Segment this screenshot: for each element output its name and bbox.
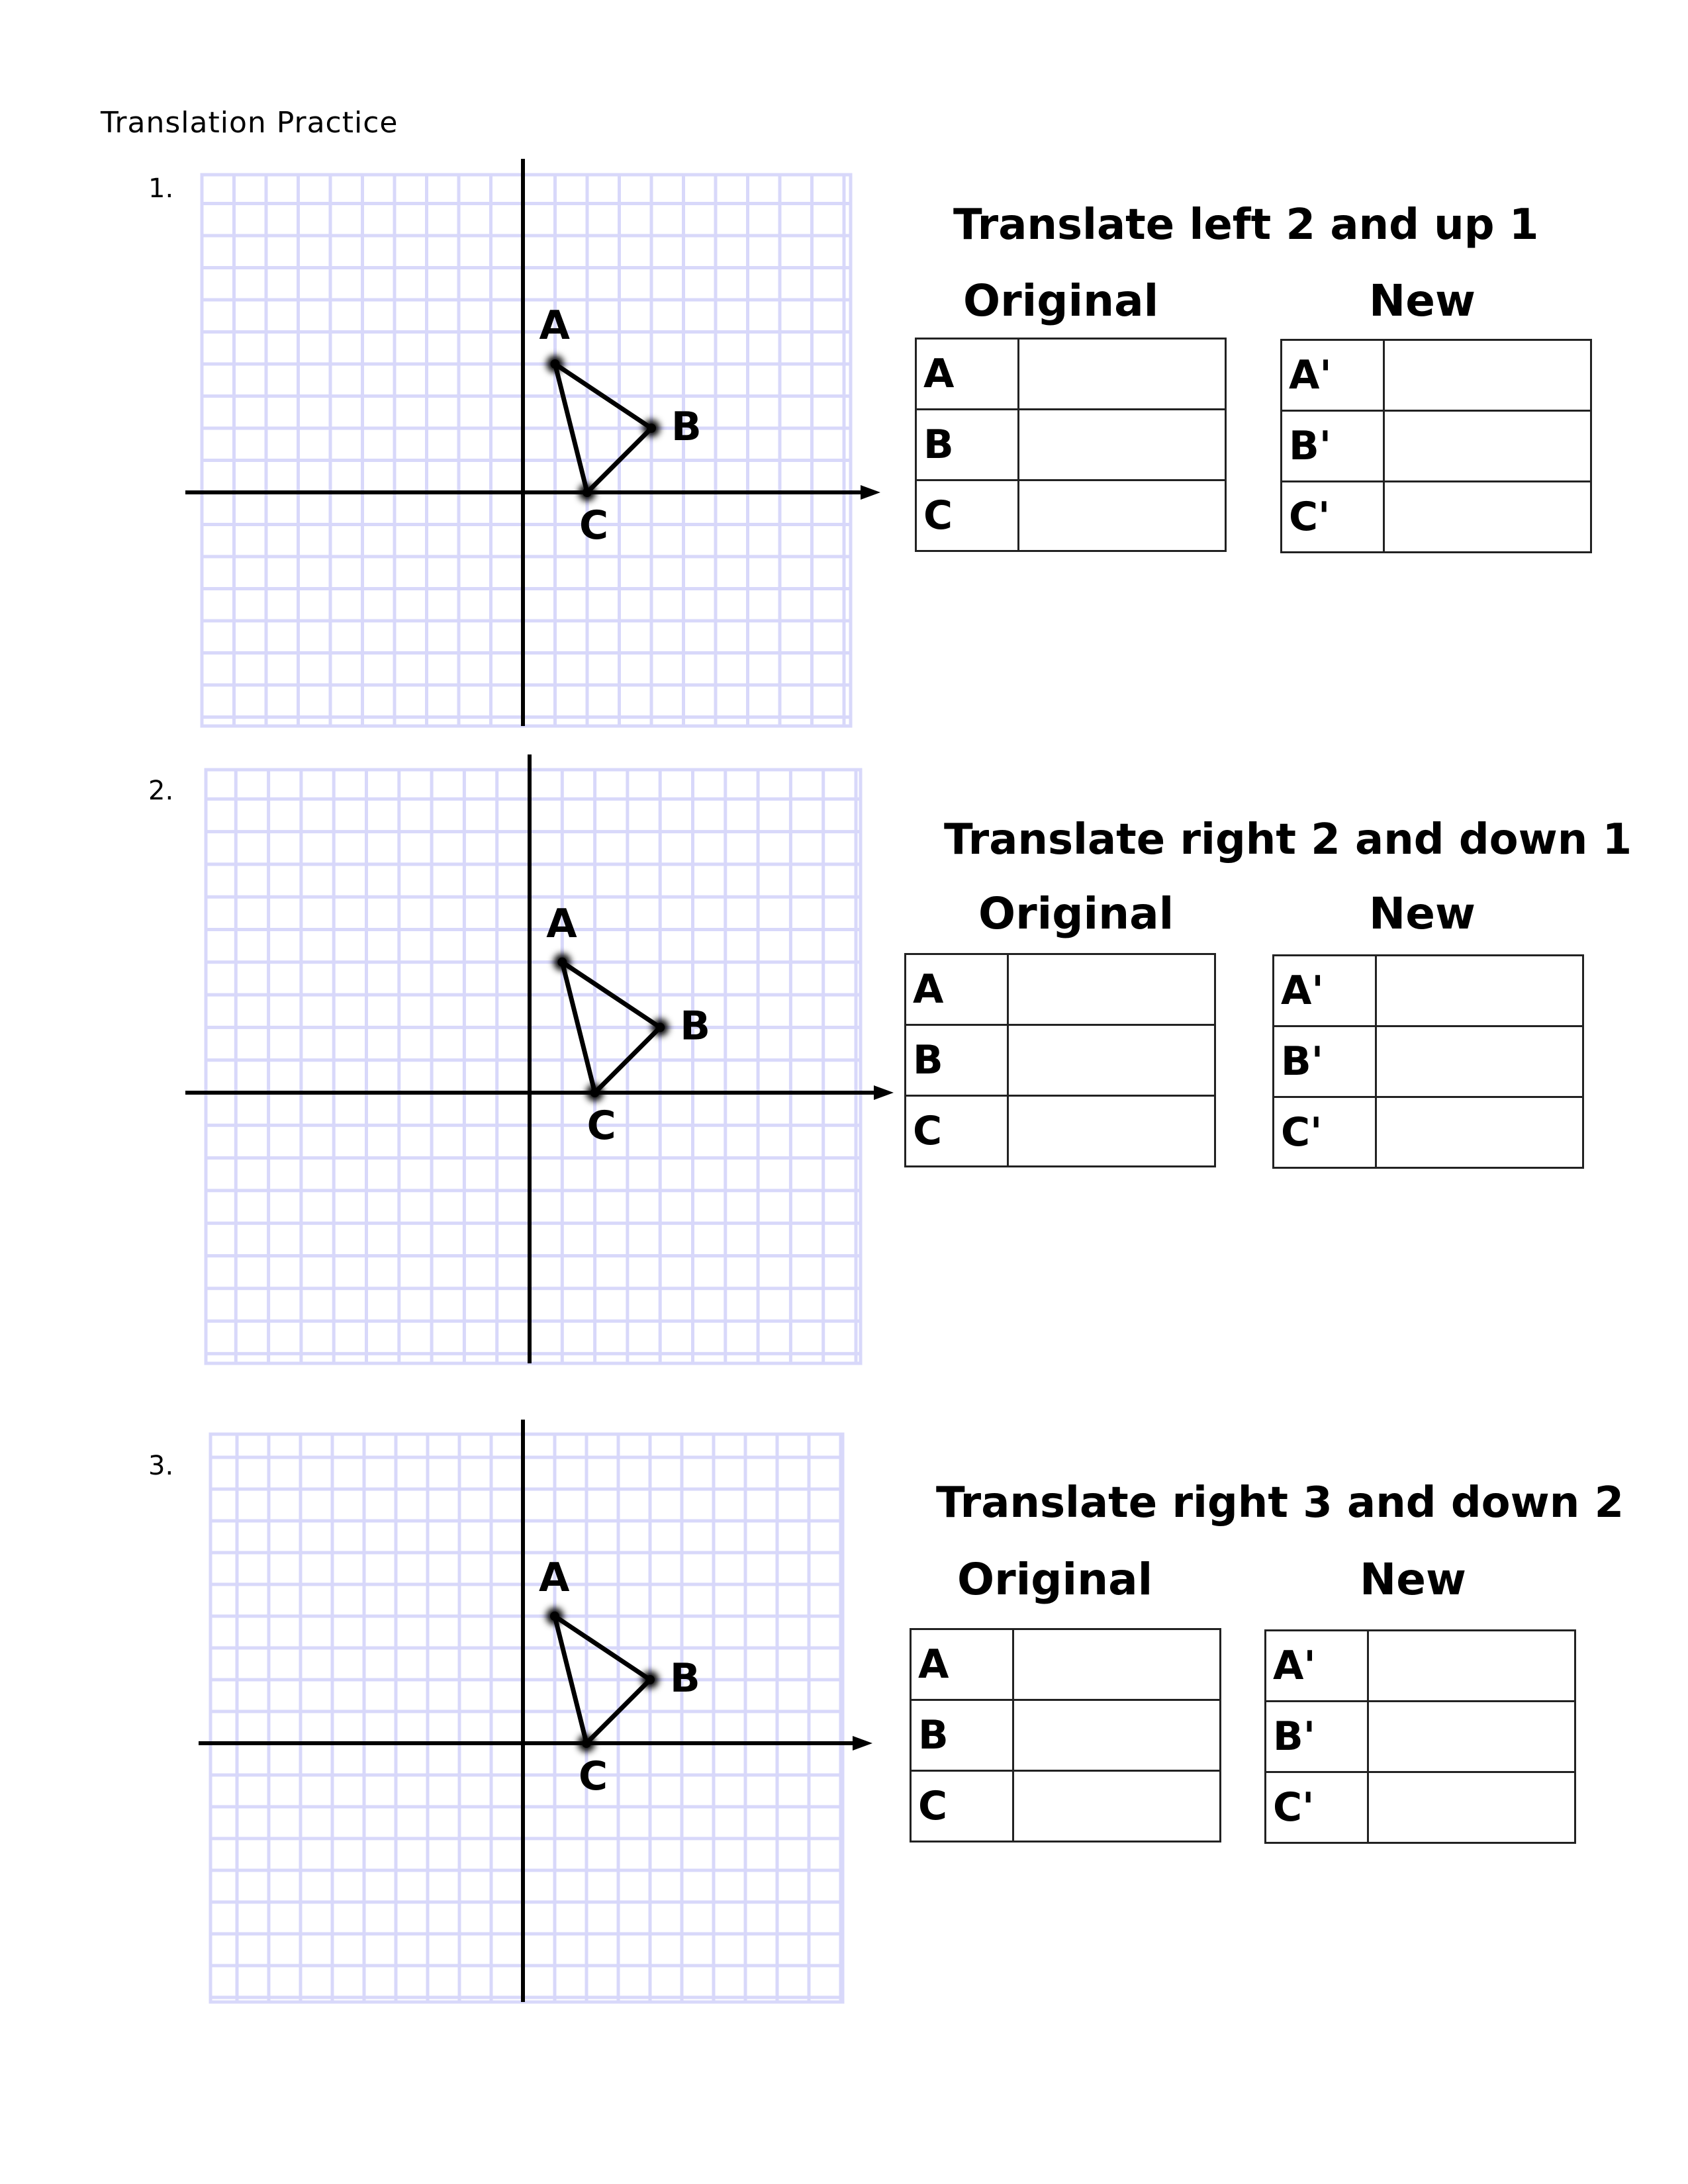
vertex-label-cell: A [916, 339, 1019, 410]
vertex-label-cell: B [906, 1025, 1008, 1096]
translation-instruction: Translate left 2 and up 1 [953, 201, 1539, 250]
table-row [911, 1700, 1221, 1771]
vertex-label-c: C [586, 1103, 616, 1149]
table-row [1266, 1772, 1575, 1843]
vertex-point-core [550, 1612, 559, 1621]
vertex-label-cell: C [911, 1771, 1013, 1842]
vertex-label-cell: B [916, 410, 1019, 480]
new-coordinates-table [1264, 1629, 1576, 1844]
vertex-label-a: A [539, 1555, 570, 1601]
vertex-label-c: C [579, 502, 609, 549]
vertex-label-b: B [680, 1003, 710, 1050]
vertex-label-cell: A' [1282, 340, 1384, 411]
vertex-label-cell: B [911, 1700, 1013, 1771]
vertex-label-b: B [670, 1655, 700, 1702]
vertex-point-core [582, 1739, 591, 1748]
original-coordinates-table [910, 1628, 1221, 1843]
vertex-label-a: A [539, 302, 570, 349]
vertex-label-cell: C [916, 480, 1019, 551]
vertex-label-cell: C [906, 1096, 1008, 1167]
vertex-label-cell: B' [1282, 411, 1384, 482]
vertex-label-cell: A' [1266, 1631, 1368, 1702]
table-row [911, 1771, 1221, 1842]
new-header: New [1369, 275, 1476, 326]
translation-instruction: Translate right 2 and down 1 [944, 815, 1632, 864]
vertex-label-cell: C' [1274, 1097, 1376, 1168]
answer-cell[interactable] [1013, 1771, 1221, 1842]
table-row [1266, 1702, 1575, 1772]
translation-instruction: Translate right 3 and down 2 [936, 1479, 1624, 1527]
vertex-label-b: B [671, 404, 702, 450]
original-header: Original [978, 888, 1174, 939]
page-title: Translation Practice [101, 106, 399, 140]
vertex-label-a: A [546, 900, 577, 947]
answer-cell[interactable] [1013, 1629, 1221, 1700]
answer-cell[interactable] [1368, 1631, 1575, 1702]
vertex-label-cell: C' [1282, 482, 1384, 553]
vertex-label-cell: A [906, 954, 1008, 1025]
answer-cell[interactable] [1368, 1772, 1575, 1843]
problem-number: 1. [148, 173, 174, 204]
vertex-label-cell: C' [1266, 1772, 1368, 1843]
answer-cell[interactable] [1368, 1702, 1575, 1772]
new-header: New [1369, 888, 1476, 939]
new-header: New [1360, 1554, 1466, 1605]
answer-cell[interactable] [1013, 1700, 1221, 1771]
vertex-label-cell: B' [1274, 1026, 1376, 1097]
grid-lines [211, 1434, 843, 2002]
table-row [1266, 1631, 1575, 1702]
problem-number: 3. [148, 1451, 174, 1481]
original-header: Original [963, 275, 1159, 326]
vertex-point-core [645, 1675, 655, 1684]
vertex-label-cell: B' [1266, 1702, 1368, 1772]
original-header: Original [957, 1554, 1153, 1605]
x-axis-arrow [853, 1736, 872, 1751]
vertex-label-cell: A [911, 1629, 1013, 1700]
problem-number: 2. [148, 776, 174, 806]
vertex-label-cell: A' [1274, 956, 1376, 1026]
table-row [911, 1629, 1221, 1700]
vertex-label-c: C [579, 1753, 608, 1799]
